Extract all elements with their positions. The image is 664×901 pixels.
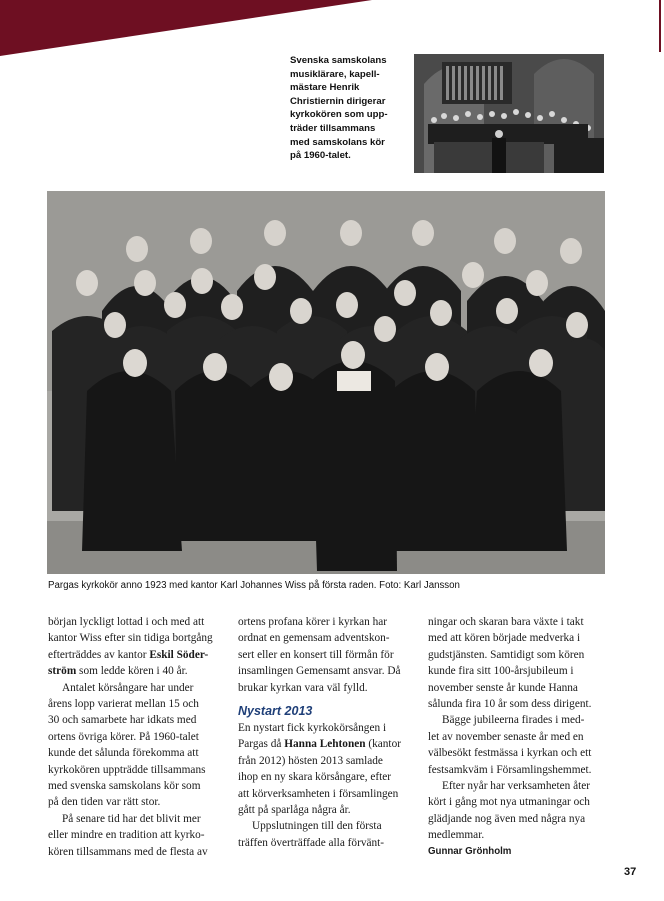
choir-1923-photo	[47, 191, 605, 574]
paragraph: Uppslutningen till den första träffen överträffade alla förvänt-	[238, 820, 385, 849]
author-signature: Gunnar Grönholm	[428, 845, 512, 857]
paragraph: början lyckligt lottad i och med att kantor Wiss efter sin tidiga bortgång efterträddes av kantor Eskil Söder- ström som ledde kören i 40 år.	[48, 616, 213, 678]
paragraph: ningar och skaran bara växte i takt med att kören började medverka i gudstjänsten. Samtidigt som kören kunde fira sitt 100-årsjubileum i november senste år kunde Hanna sålunda fira 10 år som dess dirigent.	[428, 616, 592, 711]
text-column-2	[238, 614, 418, 851]
corner-accent-band	[0, 0, 664, 60]
paragraph: ortens profana körer i kyrkan har ordnat en gemensam adventskon- sert eller en konsert till förmån för insamlingen Gemensamt ansvar. Då brukar kyrkan vara väl fylld.	[238, 616, 401, 694]
paragraph: Efter nyår har verksamheten åter kört i gång mot nya utmaningar och glädjande nog även med några nya medlemmar.	[428, 780, 591, 842]
church-choir-photo	[414, 54, 604, 173]
top-photo-caption: Svenska samskolans musiklärare, kapell- mästare Henrik Christiernin dirigerar kyrkokören som upp- träder tillsammans med samskolans kör på 1960-talet.	[290, 55, 388, 162]
section-heading: Nystart 2013	[238, 704, 313, 719]
page-number: 37	[624, 866, 637, 878]
text-column-1	[48, 614, 228, 860]
paragraph: En nystart fick kyrkokörsången i Pargas då Hanna Lehtonen (kantor från 2012) hösten 2013 samlade ihop en ny skara körsångare, efter att körverksamheten i församlingen gått på sparlåga några år.	[238, 722, 401, 817]
paragraph: Antalet körsångare har under årens lopp varierat mellan 15 och 30 och samarbete har idkats med ortens övriga körer. På 1960-talet kunde det sålunda förekomma att kyrkokören uppträdde tillsammans med svenska samskolans kör som på den tiden var rätt stor.	[48, 681, 206, 809]
text-column-3	[428, 614, 608, 860]
paragraph: På senare tid har det blivit mer eller mindre en tradition att kyrko- kören tillsammans med de flesta av	[48, 812, 208, 858]
paragraph: Bägge jubileerna firades i med- let av november senaste år med en välbesökt festmässa i kyrkan och ett festsamkväm i Församlingshemmet.	[428, 714, 592, 776]
main-photo-caption: Pargas kyrkokör anno 1923 med kantor Karl Johannes Wiss på första raden. Foto: Karl Jansson	[48, 580, 460, 591]
